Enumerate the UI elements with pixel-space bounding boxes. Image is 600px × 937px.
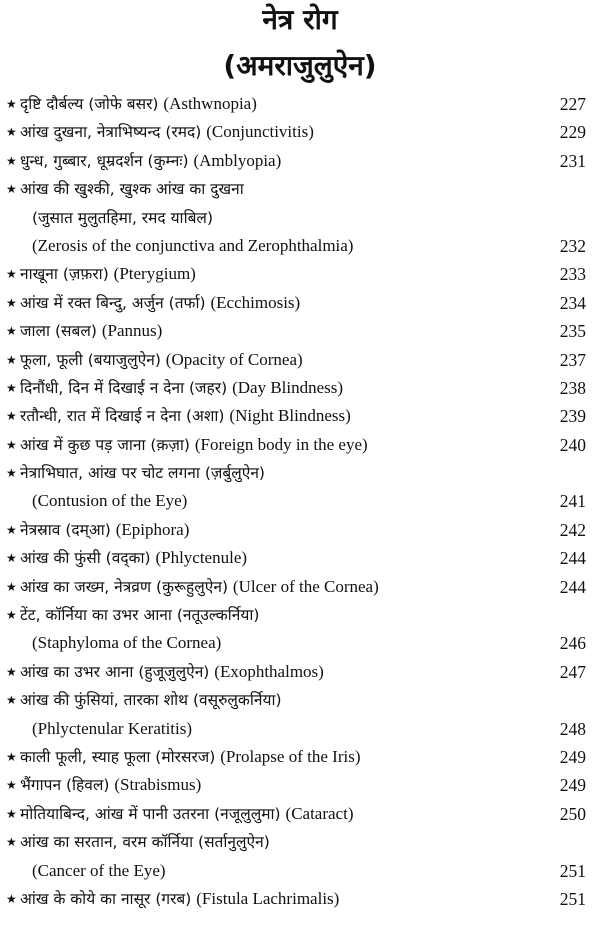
star-bullet-icon: ★ — [6, 693, 17, 708]
star-bullet-icon: ★ — [6, 97, 17, 111]
toc-entry — [0, 147, 600, 175]
toc-entry-english: (Foreign body in the eye) — [194, 434, 368, 454]
toc-entry — [0, 800, 600, 828]
toc-entry — [0, 771, 600, 799]
toc-page-number: 246 — [559, 633, 586, 654]
toc-entry-hindi: दृष्टि दौर्बल्य (जोफे बसर) — [20, 95, 164, 113]
toc-entry-text — [32, 629, 221, 657]
star-bullet-icon: ★ — [6, 749, 17, 764]
toc-entry-english: (Amblyopia) — [193, 150, 282, 170]
star-bullet-icon: ★ — [6, 409, 17, 424]
toc-page-number: 241 — [559, 491, 586, 512]
star-bullet-icon: ★ — [6, 835, 17, 850]
toc-entry-hindi: आंख की फुंसी (वद्का) — [20, 549, 156, 568]
toc-page-number: 229 — [559, 122, 586, 143]
star-bullet-icon: ★ — [6, 437, 17, 452]
toc-entry-hindi: आंख का जख्म, नेत्रव्रण (कुरूहुलुऐन) — [20, 577, 233, 596]
toc-entry-text — [20, 90, 257, 118]
toc-entry-english: (Phlyctenular Keratitis) — [32, 718, 193, 738]
toc-page-number: 235 — [559, 321, 586, 342]
toc-entry-english: (Day Blindness) — [232, 377, 344, 397]
toc-entry-text — [20, 771, 201, 799]
star-bullet-icon: ★ — [6, 466, 17, 481]
toc-entry-text — [32, 232, 353, 260]
toc-entry-english: (Zerosis of the conjunctiva and Zerophthalmia) — [32, 235, 354, 255]
toc-entry-text — [20, 601, 259, 629]
page-subtitle: (अमराजुलुऐन) — [223, 49, 377, 82]
toc-entry-english: (Strabismus) — [114, 775, 202, 795]
toc-page-number: 231 — [559, 150, 586, 171]
toc-entry — [0, 686, 600, 714]
star-bullet-icon: ★ — [6, 608, 17, 623]
toc-entry-english: (Pterygium) — [113, 264, 196, 284]
star-bullet-icon: ★ — [6, 352, 17, 367]
toc-entry-continuation — [0, 204, 600, 232]
toc-entry-english: (Prolapse of the Iris) — [220, 746, 361, 766]
toc-entry-continuation — [0, 629, 600, 657]
toc-entry-hindi: भैंगापन (हिवल) — [20, 776, 115, 795]
toc-entry-english: (Pannus) — [101, 321, 163, 341]
toc-page-number: 250 — [559, 803, 586, 824]
toc-entry-english: (Asthwnopia) — [163, 94, 257, 113]
star-bullet-icon: ★ — [6, 380, 17, 395]
toc-entry-text — [32, 204, 213, 232]
toc-entry-text — [20, 516, 189, 544]
toc-entry — [0, 90, 600, 118]
toc-entry — [0, 601, 600, 629]
toc-entry — [0, 431, 600, 459]
toc-entry-text — [20, 743, 360, 771]
toc-entry-continuation — [0, 857, 600, 885]
toc-entry-hindi: आंख की खुश्की, खुश्क आंख का दुखना — [20, 180, 244, 199]
star-bullet-icon: ★ — [6, 551, 17, 566]
star-bullet-icon: ★ — [6, 664, 17, 679]
toc-entry-continuation — [0, 715, 600, 743]
toc-entry — [0, 516, 600, 544]
toc-page-number: 227 — [559, 94, 586, 114]
toc-entry — [0, 289, 600, 317]
toc-page-number: 239 — [559, 406, 586, 427]
toc-entry-english: (Epiphora) — [115, 519, 190, 539]
star-bullet-icon: ★ — [6, 522, 17, 537]
star-bullet-icon: ★ — [6, 891, 17, 906]
toc-entry-hindi: टेंट, कॉर्निया का उभर आना (नतूउल्कर्निया) — [20, 606, 260, 625]
toc-entry-text — [20, 175, 244, 203]
toc-page-number: 244 — [559, 548, 586, 569]
toc-entry — [0, 118, 600, 146]
toc-entry-text — [20, 346, 303, 374]
toc-entry-english: (Contusion of the Eye) — [32, 491, 188, 511]
toc-entry-english: (Phlyctenule) — [155, 548, 248, 568]
toc-entry-text — [20, 147, 281, 175]
toc-page-number: 249 — [559, 775, 586, 796]
toc-entry-english: (Opacity of Cornea) — [165, 349, 303, 369]
toc-entry-text — [20, 317, 162, 345]
toc-entry-hindi: आंख का सरतान, वरम कॉर्निया (सर्तानुलुऐन) — [20, 833, 270, 852]
toc-entry-text — [20, 885, 339, 913]
toc-entry-hindi: आंख में रक्त बिन्दु, अर्जुन (तर्फा) — [20, 293, 211, 312]
toc-entry-english: (Cancer of the Eye) — [32, 860, 166, 880]
toc-entry-hindi: जाला (सबल) — [20, 322, 102, 341]
star-bullet-icon: ★ — [6, 778, 17, 793]
toc-entry-hindi: फूला, फूली (बयाजुलुऐन) — [20, 350, 166, 369]
toc-entry-english: (Cataract) — [285, 803, 354, 823]
toc-entry-hindi: काली फूली, स्याह फूला (मोरसरज) — [20, 747, 221, 766]
toc-entry-continuation — [0, 487, 600, 515]
star-bullet-icon: ★ — [6, 267, 17, 282]
toc-entry-text — [20, 459, 265, 487]
toc-page-number: 237 — [559, 349, 586, 370]
toc-entry-text — [32, 715, 192, 743]
toc-entry-text — [32, 487, 187, 515]
toc-entry — [0, 885, 600, 913]
toc-page-number: 234 — [559, 292, 586, 313]
toc-entry-text — [20, 544, 247, 572]
toc-entry-hindi: आंख दुखना, नेत्राभिष्यन्द (रमद) — [20, 123, 207, 142]
toc-entry — [0, 260, 600, 288]
toc-entry — [0, 402, 600, 430]
toc-entry-text — [20, 573, 379, 601]
toc-entry-text — [20, 828, 270, 856]
toc-entry-text — [20, 658, 324, 686]
toc-entry-hindi: (जुसात मुलुतहिमा, रमद याबिल) — [32, 208, 213, 227]
toc-entry — [0, 346, 600, 374]
toc-entry — [0, 658, 600, 686]
star-bullet-icon: ★ — [6, 295, 17, 310]
toc-entry-english: (Fistula Lachrimalis) — [196, 888, 340, 908]
toc-entry-english: (Exophthalmos) — [214, 661, 324, 681]
toc-entry-hindi: आंख के कोये का नासूर (गरब) — [20, 889, 197, 908]
toc-entry-text — [20, 289, 300, 317]
toc-entry — [0, 573, 600, 601]
page-title: नेत्र रोग — [262, 3, 338, 36]
toc-entry-hindi: दिनौंधी, दिन में दिखाई न देना (जहर) — [20, 378, 233, 397]
toc-entry-hindi: नेत्राभिघात, आंख पर चोट लगना (ज़र्बुलुऐन) — [20, 464, 265, 483]
toc-page-number: 233 — [559, 264, 586, 285]
star-bullet-icon: ★ — [6, 806, 17, 821]
toc-entry-hindi: आंख की फुंसियां, तारका शोथ (वसूरुलुकर्निया) — [20, 691, 282, 710]
toc-page-number: 240 — [559, 434, 586, 455]
toc-page-number: 247 — [559, 661, 586, 682]
toc-entry-hindi: आंख में कुछ पड़ जाना (क़ज़ा) — [20, 435, 195, 454]
toc-page-number: 232 — [559, 235, 586, 256]
toc-entry-text — [20, 118, 314, 146]
star-bullet-icon: ★ — [6, 182, 17, 197]
toc-page-number: 238 — [559, 377, 586, 398]
toc-entry-continuation — [0, 232, 600, 260]
toc-entry-text — [20, 800, 353, 828]
toc-page-number: 242 — [559, 519, 586, 540]
toc-entry-text — [20, 402, 351, 430]
toc-entry-hindi: नेत्रस्राव (दम्आ) — [20, 520, 116, 539]
toc-page-number: 248 — [559, 718, 586, 739]
toc-entry — [0, 317, 600, 345]
toc-entry-english: (Ulcer of the Cornea) — [232, 576, 379, 596]
toc-entry-text — [20, 374, 343, 402]
toc-entry-hindi: धुन्ध, गुब्बार, धूम्रदर्शन (कुम्नः) — [20, 151, 194, 170]
toc-entry-text — [32, 857, 166, 885]
toc-entry-english: (Staphyloma of the Cornea) — [32, 633, 222, 653]
toc-entry-hindi: रतौन्धी, रात में दिखाई न देना (अशा) — [20, 407, 230, 426]
toc-entry — [0, 828, 600, 856]
star-bullet-icon: ★ — [6, 153, 17, 168]
toc-entry-hindi: मोतियाबिन्द, आंख में पानी उतरना (नजूलुलुमा) — [20, 804, 286, 823]
toc-entry-text — [20, 431, 368, 459]
toc-entry — [0, 374, 600, 402]
toc-entry — [0, 175, 600, 203]
star-bullet-icon: ★ — [6, 324, 17, 339]
star-bullet-icon: ★ — [6, 579, 17, 594]
toc-page-number: 249 — [559, 746, 586, 767]
toc-entry — [0, 459, 600, 487]
toc-entry — [0, 544, 600, 572]
table-of-contents — [0, 90, 600, 913]
star-bullet-icon: ★ — [6, 125, 17, 140]
toc-page-number: 251 — [559, 860, 586, 881]
toc-entry-text — [20, 260, 196, 288]
toc-entry-english: (Ecchimosis) — [210, 292, 301, 312]
toc-page-number: 244 — [559, 576, 586, 597]
toc-entry-hindi: नाखूना (ज़फ़रा) — [20, 265, 114, 284]
toc-page-number: 251 — [559, 888, 586, 909]
toc-entry — [0, 743, 600, 771]
toc-entry-text — [20, 686, 282, 714]
toc-entry-english: (Conjunctivitis) — [206, 122, 314, 142]
toc-entry-english: (Night Blindness) — [229, 406, 351, 426]
toc-entry-hindi: आंख का उभर आना (हुजूजुलुऐन) — [20, 662, 215, 681]
